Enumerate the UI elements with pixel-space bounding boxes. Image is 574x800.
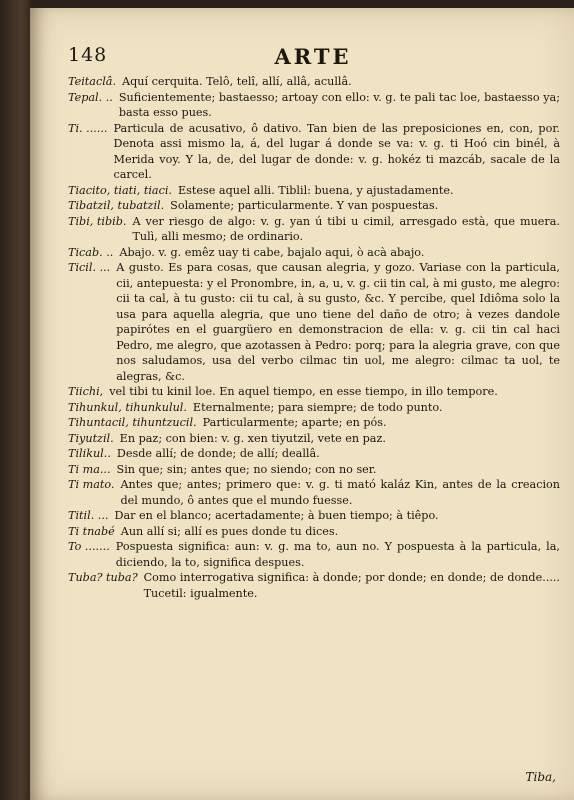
entry-definition: Estese aquel alli. Tiblil: buena, y ajustadamente.	[177, 183, 454, 197]
catchword: Tiba,	[525, 770, 556, 784]
entry-definition: Como interrogativa significa: à donde; por donde; en donde; de donde..... Tucetil: igualmente.	[143, 571, 560, 600]
entry-term: Ticil. ...	[68, 261, 111, 274]
dictionary-entry	[68, 570, 560, 601]
entry-term: Ti. ......	[68, 121, 108, 135]
entry-term: Tiichi,	[68, 385, 104, 398]
entry-term: Titil. ...	[68, 509, 109, 522]
dictionary-entry	[68, 431, 560, 447]
dictionary-entry	[68, 384, 560, 400]
entry-term: Tiyutzil.	[68, 431, 114, 445]
dictionary-entry	[68, 415, 560, 431]
entry-term: Tihunkul, tihunkulul.	[68, 400, 187, 414]
entry-definition: Aun allí si; allí es pues donde tu dices.	[120, 524, 339, 538]
dictionary-entry	[68, 508, 560, 524]
entry-definition: Antes que; antes; primero que: v. g. ti mató kaláz Kin, antes de la creacion del mundo, ô antes que el mundo fuesse.	[120, 478, 560, 507]
entry-definition: Particula de acusativo, ô dativo. Tan bien de las preposiciones en, con, por. Denota assi mismo la, á, del lugar á donde se va: v. g. ti Hoó cin binél, à Merida voy. Y la, de, del lugar de donde: v. g. hokéz ti mazcáb, sacale de la carcel.	[113, 121, 560, 181]
dictionary-entry	[68, 90, 560, 121]
entry-term: Tepal. ..	[68, 90, 113, 104]
entry-definition: Particularmente; aparte; en pós.	[202, 416, 387, 429]
entry-definition: A gusto. Es para cosas, que causan alegria, y gozo. Variase con la particula, cii, antepuesta: y el Pronombre, in, a, u, v. g. cii tin cal, à mi gusto, me alegro: cii ta cal, à tu gusto: cii tu cal, à su gusto, &c. Y percibe, quel Idiôma solo la usa para aquella alegria, que uno tiene del daño de otro; à vezes dandole papirótes en el guargüero en demonstracion de ella: v. g. cii tin cal haci Pedro, me alegro, que azotassen à Pedro: porq; para la alegria grave, con que nos saludamos, usa del verbo cilmac tin uol, me alegro: cilmac ta uol, te alegras, &c.	[116, 261, 560, 383]
dictionary-entry	[68, 524, 560, 540]
entry-term: Tuba? tuba?	[68, 571, 138, 584]
entry-definition: vel tibi tu kinil loe. En aquel tiempo, en esse tiempo, in illo tempore.	[109, 385, 498, 398]
dictionary-entry	[68, 183, 560, 199]
page-header	[68, 44, 558, 74]
entry-term: Ti tnabé	[68, 524, 115, 538]
dictionary-entry	[68, 260, 560, 384]
entry-definition: A ver riesgo de algo: v. g. yan ú tibi u cimil, arresgado està, que muera. Tulì, alli mesmo; de ordinario.	[132, 214, 560, 243]
entry-definition: Pospuesta significa: aun: v. g. ma to, aun no. Y pospuesta à la particula, la, diciendo, la to, significa despues.	[115, 540, 560, 569]
entry-definition: Solamente; particularmente. Y van pospuestas.	[170, 199, 439, 212]
entry-definition: Abajo. v. g. emêz uay ti cabe, bajalo aqui, ò acà abajo.	[119, 245, 425, 259]
dictionary-entry	[68, 198, 560, 214]
entry-term: Teitaclâ.	[68, 75, 117, 88]
entry-definition: Desde allí; de donde; de allí; deallâ.	[116, 447, 320, 460]
running-title: ARTE	[274, 44, 352, 69]
entry-definition: En paz; con bien: v. g. xen tiyutzil, vete en paz.	[119, 431, 386, 445]
page-number: 148	[68, 44, 108, 66]
dictionary-entry	[68, 121, 560, 183]
entry-term: Ticab. ..	[68, 245, 114, 259]
entry-definition: Dar en el blanco; acertadamente; à buen tiempo; à tiêpo.	[114, 509, 439, 522]
entry-term: Tibatzil, tubatzil.	[68, 199, 165, 212]
dictionary-entry	[68, 400, 560, 416]
dictionary-entry	[68, 477, 560, 508]
entry-definition: Sin que; sin; antes que; no siendo; con no ser.	[116, 462, 377, 476]
entry-term: To .......	[68, 540, 110, 553]
dictionary-entry	[68, 214, 560, 245]
dictionary-entry	[68, 539, 560, 570]
book-page	[30, 8, 574, 800]
entry-term: Ti ma...	[68, 462, 111, 476]
entry-definition: Aquí cerquita. Telô, telî, allí, allâ, acullâ.	[122, 75, 352, 88]
entry-term: Tibi, tibib.	[68, 214, 127, 228]
dictionary-entry	[68, 462, 560, 478]
entry-definition: Suficientemente; bastaesso; artoay con ello: v. g. te pali tac loe, bastaesso ya; basta esso pues.	[118, 90, 560, 119]
entry-term: Tiacito, tiati, tiaci.	[68, 183, 172, 197]
dictionary-entries	[68, 74, 560, 601]
entry-term: Tihuntacil, tihuntzucil.	[68, 416, 197, 429]
dictionary-entry	[68, 446, 560, 462]
dictionary-entry	[68, 74, 560, 90]
entry-term: Ti mato.	[68, 478, 115, 491]
dictionary-entry	[68, 245, 560, 261]
entry-definition: Eternalmente; para siempre; de todo punto.	[192, 400, 443, 414]
entry-term: Tilikul..	[68, 447, 111, 460]
